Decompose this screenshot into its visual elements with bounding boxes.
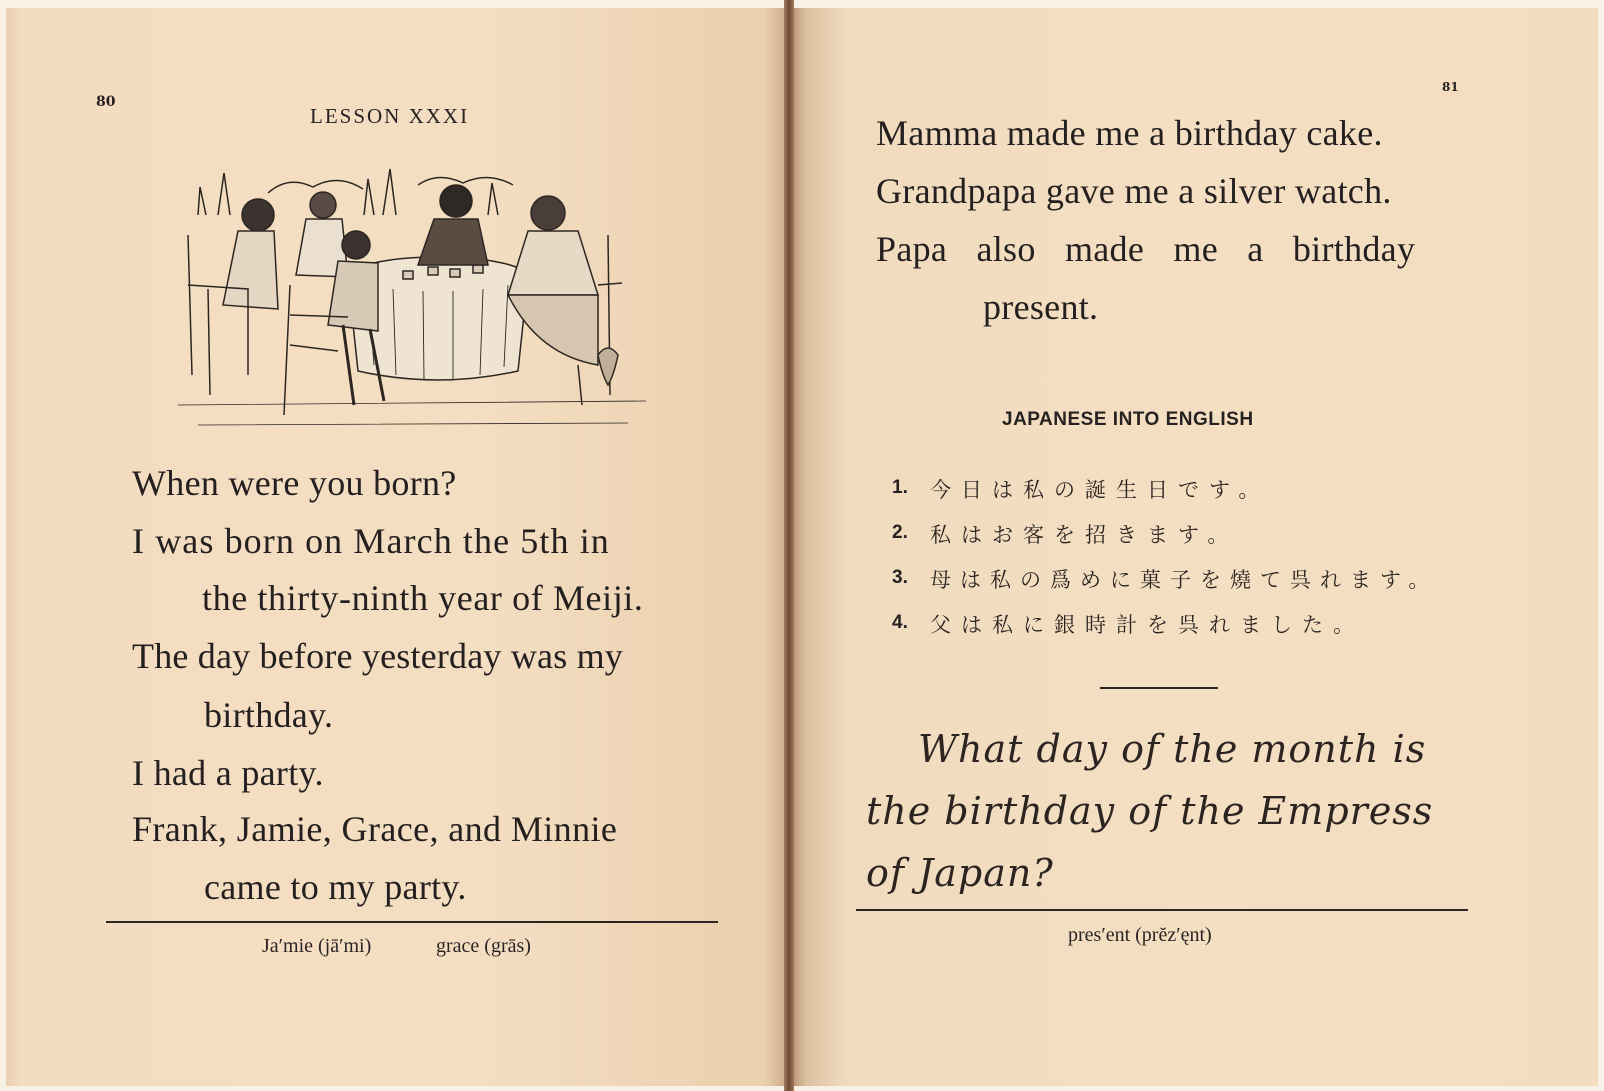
right-text-line-3: Papa also made me a birthday: [876, 229, 1416, 269]
footnote-rule-right: [856, 909, 1468, 911]
text-line-3: the thirty-ninth year of Meiji.: [202, 578, 644, 618]
text-line-2: I was born on March the 5th in: [132, 521, 610, 561]
lesson-title: LESSON XXXI: [310, 104, 470, 128]
page-number-left: 80: [96, 94, 116, 110]
exercise-text-4: 父は私に銀時計を呉れました。: [930, 613, 1364, 637]
text-line-4: The day before yesterday was my: [132, 636, 624, 676]
exercise-text-2: 私はお客を招きます。: [930, 523, 1239, 547]
right-text-line-2: Grandpapa gave me a silver watch.: [876, 171, 1392, 211]
text-line-5: birthday.: [204, 695, 334, 735]
page-number-right: 81: [1442, 80, 1459, 94]
right-text-line-1: Mamma made me a birthday cake.: [876, 113, 1383, 153]
exercise-text-1: 今日は私の誕生日です。: [930, 478, 1270, 502]
text-line-8: came to my party.: [204, 867, 467, 907]
exercise-number-1: 1.: [892, 477, 908, 498]
text-line-6: I had a party.: [132, 753, 324, 793]
book-spine: [784, 0, 794, 1091]
script-line-3: of Japan?: [866, 851, 1054, 895]
text-line-7: Frank, Jamie, Grace, and Minnie: [132, 809, 618, 849]
exercise-number-3: 3.: [892, 567, 908, 588]
script-line-2: the birthday of the Empress: [866, 789, 1434, 833]
footnote-jamie: Ja′mie (jā′mi): [262, 935, 372, 957]
footnote-present: pres′ent (prĕz′ęnt): [1068, 924, 1212, 946]
exercise-number-2: 2.: [892, 522, 908, 543]
tea-party-illustration: [178, 165, 646, 447]
script-line-1: What day of the month is: [918, 727, 1427, 771]
section-divider: [1100, 687, 1218, 689]
exercise-text-3: 母は私の爲めに菓子を燒て呉れます。: [930, 568, 1439, 592]
footnote-grace: grace (grās): [436, 935, 531, 957]
exercise-number-4: 4.: [892, 612, 908, 633]
right-text-line-4: present.: [983, 287, 1099, 327]
text-line-1: When were you born?: [132, 463, 457, 503]
exercise-heading: JAPANESE INTO ENGLISH: [1002, 409, 1254, 430]
footnote-rule-left: [106, 921, 718, 923]
